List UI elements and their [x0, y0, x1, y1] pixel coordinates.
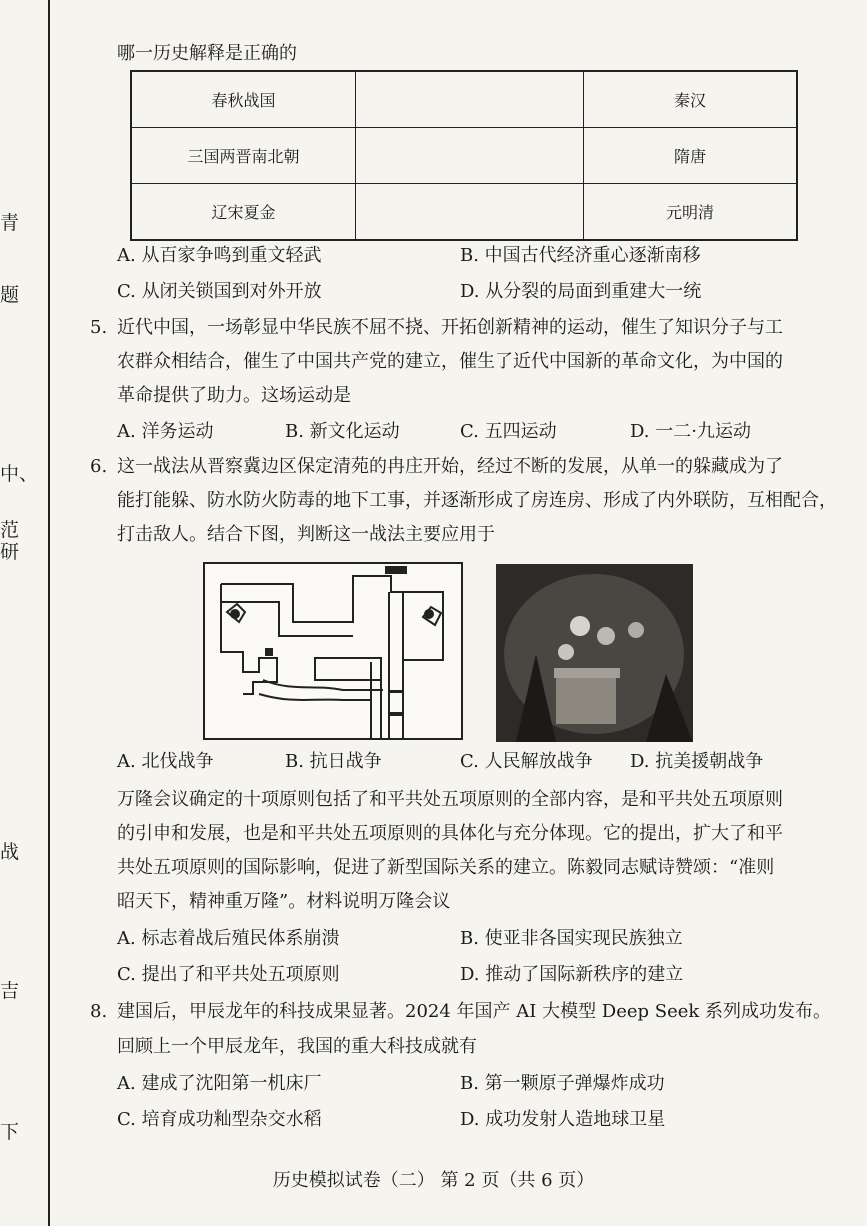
q4-stem: 哪一历史解释是正确的 [117, 43, 297, 64]
q6-option-c[interactable]: C. 人民解放战争 [460, 751, 593, 772]
table-row [131, 128, 797, 184]
table-cell [356, 71, 584, 128]
q5-line: 农群众相结合，催生了中国共产党的建立，催生了近代中国新的革命文化，为中国的 [117, 351, 783, 372]
q8-line: 建国后，甲辰龙年的科技成果显著。2024 年国产 AI 大模型 Deep Seek 系列成功发布。 [117, 1001, 832, 1022]
q4-option-b[interactable]: B. 中国古代经济重心逐渐南移 [460, 245, 701, 266]
table-cell: 辽宋夏金 [131, 184, 356, 241]
binding-margin-line [48, 0, 50, 1226]
q5-option-d[interactable]: D. 一二·九运动 [630, 421, 751, 442]
q5-line: 革命提供了助力。这场运动是 [117, 385, 351, 406]
q8-option-a[interactable]: A. 建成了沈阳第一机床厂 [117, 1073, 322, 1094]
q6-line: 能打能躲、防水防火防毒的地下工事，并逐渐形成了房连房、形成了内外联防，互相配合， [117, 490, 837, 511]
q7-line: 共处五项原则的国际影响，促进了新型国际关系的建立。陈毅同志赋诗赞颂：“准则 [117, 857, 775, 878]
q4-option-c[interactable]: C. 从闭关锁国到对外开放 [117, 281, 322, 302]
q7-option-a[interactable]: A. 标志着战后殖民体系崩溃 [117, 928, 340, 949]
q6-option-a[interactable]: A. 北伐战争 [117, 751, 214, 772]
q5-option-b[interactable]: B. 新文化运动 [285, 421, 400, 442]
table-cell [356, 184, 584, 241]
table-cell: 春秋战国 [131, 71, 356, 128]
table-cell: 秦汉 [584, 71, 798, 128]
q8-number: 8. [90, 1001, 108, 1022]
q7-option-d[interactable]: D. 推动了国际新秩序的建立 [460, 964, 684, 985]
q7-option-b[interactable]: B. 使亚非各国实现民族独立 [460, 928, 683, 949]
q5-number: 5. [90, 317, 108, 338]
q6-option-b[interactable]: B. 抗日战争 [285, 751, 382, 772]
margin-char: 中、 [0, 463, 39, 485]
q6-line: 打击敌人。结合下图，判断这一战法主要应用于 [117, 524, 495, 545]
q6-option-d[interactable]: D. 抗美援朝战争 [630, 751, 764, 772]
q7-line: 万隆会议确定的十项原则包括了和平共处五项原则的全部内容，是和平共处五项原则 [117, 789, 783, 810]
margin-char: 战 [0, 841, 20, 863]
q8-option-c[interactable]: C. 培育成功籼型杂交水稻 [117, 1109, 322, 1130]
margin-char: 青 [0, 212, 20, 234]
q6-line: 这一战法从晋察冀边区保定清苑的冉庄开始，经过不断的发展，从单一的躲藏成为了 [117, 456, 783, 477]
q7-line: 昭天下，精神重万隆”。材料说明万隆会议 [117, 891, 451, 912]
table-row [131, 71, 797, 128]
table-cell: 元明清 [584, 184, 798, 241]
table-cell: 三国两晋南北朝 [131, 128, 356, 184]
q5-option-c[interactable]: C. 五四运动 [460, 421, 557, 442]
q8-option-d[interactable]: D. 成功发射人造地球卫星 [460, 1109, 666, 1130]
margin-char: 范研 [0, 519, 20, 563]
table-cell: 隋唐 [584, 128, 798, 184]
q6-number: 6. [90, 456, 108, 477]
q5-line: 近代中国，一场彰显中华民族不屈不挠、开拓创新精神的运动，催生了知识分子与工 [117, 317, 783, 338]
table-cell [356, 128, 584, 184]
q4-option-a[interactable]: A. 从百家争鸣到重文轻武 [117, 245, 322, 266]
q4-option-d[interactable]: D. 从分裂的局面到重建大一统 [460, 281, 702, 302]
tunnel-photo-figure [496, 564, 693, 742]
q7-line: 的引申和发展，也是和平共处五项原则的具体化与充分体现。它的提出，扩大了和平 [117, 823, 783, 844]
margin-char: 吉 [0, 980, 20, 1002]
q8-line: 回顾上一个甲辰龙年，我国的重大科技成就有 [117, 1036, 477, 1057]
q5-option-a[interactable]: A. 洋务运动 [117, 421, 214, 442]
margin-char: 题 [0, 284, 20, 306]
margin-char: 下 [0, 1121, 20, 1143]
table-row [131, 184, 797, 241]
tunnel-diagram-figure [203, 562, 463, 740]
era-table [130, 70, 798, 241]
page-footer: 历史模拟试卷（二） 第 2 页（共 6 页） [272, 1170, 595, 1191]
q8-option-b[interactable]: B. 第一颗原子弹爆炸成功 [460, 1073, 665, 1094]
q7-option-c[interactable]: C. 提出了和平共处五项原则 [117, 964, 340, 985]
